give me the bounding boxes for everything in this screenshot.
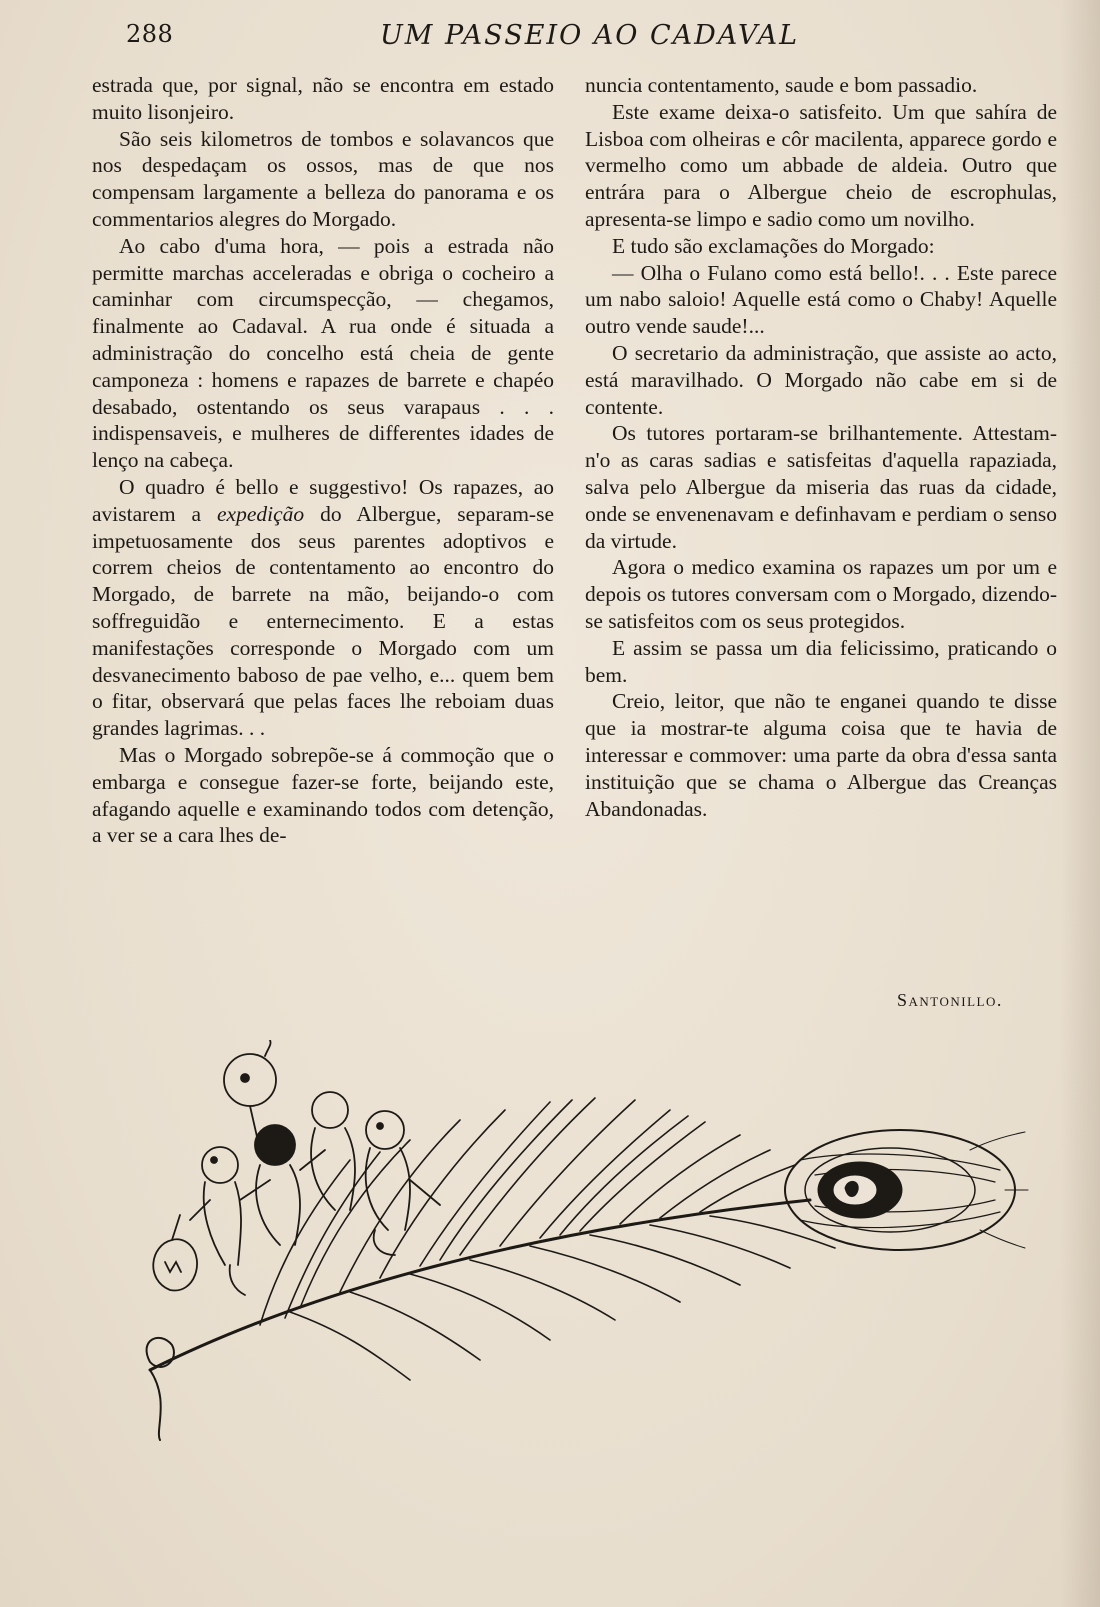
right-column (585, 72, 1057, 822)
text-run: do Albergue, separam-se impetuosamente dos seus parentes adoptivos e correm cheios de contentamento ao encontro do Morgado, de barrete na mão, beijando-o com soffreguidão e enternecimento. E a estas manifestações corresponde o Morgado com um desvanecimento baboso de pae velho, e... quem bem o fitar, observará que pelas faces lhe reboiam duas grandes lagrimas. . . (92, 501, 554, 741)
paragraph: E assim se passa um dia felicissimo, praticando o bem. (585, 635, 1057, 687)
text-run: O quadro é bello e suggestivo! Os rapazes, ao avistarem a (92, 474, 554, 526)
paragraph: Mas o Morgado sobrepõe-se á commoção que o embarga e consegue fazer-se forte, beijando este, afagando aquelle e examinando todos com detenção, a ver se a cara lhes de- (92, 742, 554, 848)
paragraph: Este exame deixa-o satisfeito. Um que sahíra de Lisboa com olheiras e côr macilenta, apparece gordo e vermelho como um abbade de aldeia. Outro que entrára para o Albergue cheio de escrophulas, apresenta-se limpo e sadio como um novilho. (585, 99, 1057, 231)
paragraph: São seis kilometros de tombos e solavancos que nos despedaçam os ossos, mas de que nos compensam largamente a belleza do panorama e os commentarios alegres do Morgado. (92, 126, 554, 231)
running-title: UM PASSEIO AO CADAVAL (380, 20, 800, 51)
feather-illustration-svg (110, 1040, 1030, 1460)
italic-term: expedição (217, 501, 305, 526)
paragraph: Os tutores portaram-se brilhantemente. Attestam-n'o as caras sadias e satisfeitas d'aquella rapaziada, salva pelo Albergue da miseria das ruas da cidade, onde se envenenavam e definhavam e perdiam o senso da virtude. (585, 421, 1057, 553)
paragraph: O secretario da administração, que assiste ao acto, está maravilhado. O Morgado não cabe em si de contente. (585, 340, 1057, 419)
author-signature: Santonillo. (897, 990, 1003, 1010)
paragraph: Ao cabo d'uma hora, — pois a estrada não permitte marchas acceleradas e obriga o cocheiro a caminhar com circumspecção, — chegamos, finalmente ao Cadaval. A rua onde é situada a administração do concelho está cheia de gente camponeza : homens e rapazes de barrete e chapéo desabado, ostentando os seus varapaus . . . indispensaveis, e mulheres de differentes idades de lenço na cabeça. (92, 233, 554, 473)
paragraph: Agora o medico examina os rapazes um por um e depois os tutores conversam com o Morgado, dizendo-se satisfeitos com os seus protegidos. (585, 555, 1057, 633)
page-header (126, 18, 806, 58)
paragraph: nuncia contentamento, saude e bom passadio. (585, 73, 978, 97)
peacock-feather-icon (110, 1040, 1030, 1460)
paragraph-quadro (92, 474, 554, 742)
page-number: 288 (126, 20, 174, 48)
paragraph: Creio, leitor, que não te enganei quando te disse que ia mostrar-te alguma coisa que te havia de interessar e commover: uma parte da obra d'essa santa instituição que se chama o Albergue das Creanças Abandonadas. (585, 689, 1057, 821)
left-column (92, 72, 554, 849)
paragraph: E tudo são exclamações do Morgado: (612, 233, 935, 258)
dialog-paragraph: — Olha o Fulano como está bello!. . . Este parece um nabo saloio! Aquelle está como o Chaby! Aquelle outro vende saude!... (585, 260, 1057, 339)
page-gutter-shadow (1060, 0, 1100, 1607)
paragraph: estrada que, por signal, não se encontra em estado muito lisonjeiro. (92, 73, 554, 124)
